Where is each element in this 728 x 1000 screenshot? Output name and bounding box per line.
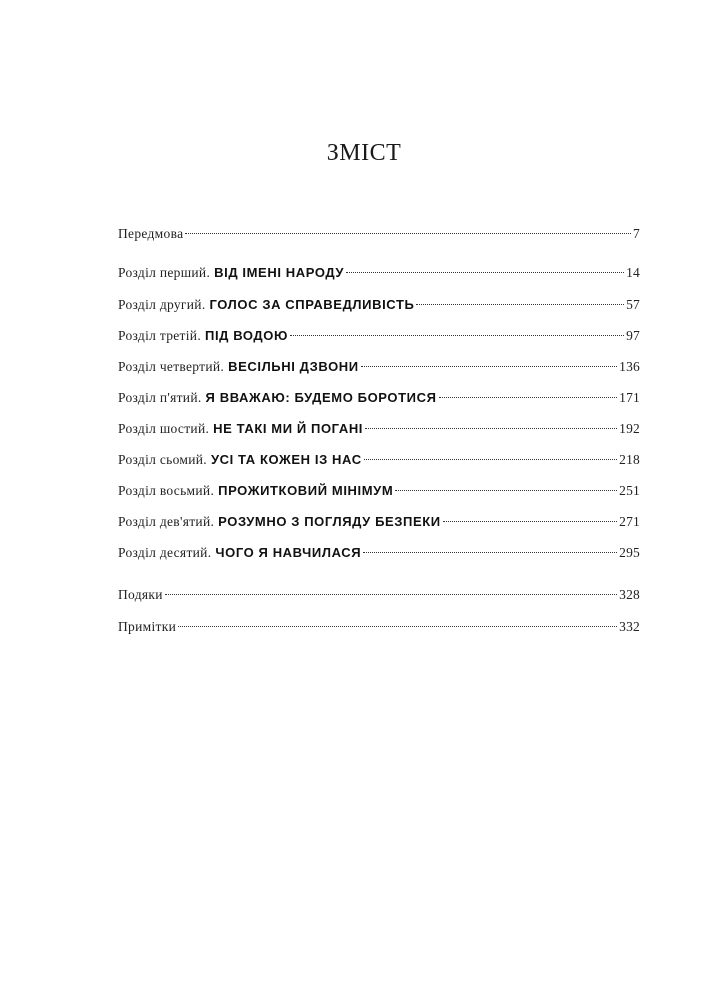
dot-leader [290,335,624,336]
toc-entry-chapter-7 [118,450,640,470]
toc-chapter-title: ВІД ІМЕНІ НАРОДУ [214,265,345,280]
toc-chapter-title: Я ВВАЖАЮ: БУДЕМО БОРОТИСЯ [205,390,437,405]
toc-page-number: 295 [619,545,640,560]
toc-entry-label: Розділ четвертий. [118,359,225,374]
dot-leader [346,272,624,273]
toc-entry-label: Передмова [118,226,184,241]
toc-entry-label: Примітки [118,619,177,634]
page-title: ЗМІСТ [326,140,402,166]
toc-entry-acknowledgments [118,585,640,605]
toc-page-number: 97 [626,328,640,343]
toc-entry-label: Розділ перший. [118,265,211,280]
toc-entry-chapter-6 [118,419,640,439]
toc-chapter-title: ЧОГО Я НАВЧИЛАСЯ [215,545,362,560]
toc-chapter-title: РОЗУМНО З ПОГЛЯДУ БЕЗПЕКИ [218,514,441,529]
dot-leader [363,552,617,553]
toc-page-number: 332 [619,619,640,634]
toc-entry-chapter-9 [118,512,640,532]
toc-chapter-title: УСІ ТА КОЖЕН ІЗ НАС [210,452,362,467]
toc-entry-chapter-1 [118,263,640,283]
dot-leader [395,490,617,491]
dot-leader [364,459,617,460]
toc-entry-chapter-4 [118,357,640,377]
toc-entry-label: Розділ другий. [118,297,206,312]
toc-entry-notes [118,617,640,637]
toc-page-number: 251 [619,483,640,498]
toc-page-number: 171 [619,390,640,405]
toc-page-number: 328 [619,587,640,602]
toc-entry-label: Розділ дев'ятий. [118,514,215,529]
dot-leader [185,233,631,234]
dot-leader [178,626,617,627]
toc-entry-label: Розділ десятий. [118,545,212,560]
toc-entry-label: Розділ п'ятий. [118,390,202,405]
toc-chapter-title: ВЕСІЛЬНІ ДЗВОНИ [228,359,359,374]
dot-leader [361,366,617,367]
dot-leader [443,521,617,522]
toc-entry-chapter-3 [118,326,640,346]
toc-page-number: 14 [626,265,640,280]
toc-chapter-title: ГОЛОС ЗА СПРАВЕДЛИВІСТЬ [209,297,415,312]
toc-entry-label: Розділ восьмий. [118,483,215,498]
dot-leader [439,397,618,398]
toc-chapter-title: НЕ ТАКІ МИ Й ПОГАНІ [213,421,364,436]
toc-entry-chapter-2 [118,295,640,315]
dot-leader [365,428,617,429]
toc-page-number: 7 [633,226,640,241]
toc-entry-chapter-10 [118,543,640,563]
toc-chapter-title: ПРОЖИТКОВИЙ МІНІМУМ [218,483,394,498]
toc-chapter-title: ПІД ВОДОЮ [205,328,289,343]
dot-leader [416,304,624,305]
toc-page-number: 218 [619,452,640,467]
toc-entry-label: Розділ сьомий. [118,452,207,467]
toc-page-number: 271 [619,514,640,529]
dot-leader [165,594,617,595]
toc-entry-preface [118,224,640,244]
toc-page-number: 136 [619,359,640,374]
toc-entry-label: Подяки [118,587,163,602]
toc-entry-label: Розділ шостий. [118,421,210,436]
toc-entry-label: Розділ третій. [118,328,201,343]
toc-entry-chapter-8 [118,481,640,501]
toc-page-number: 192 [619,421,640,436]
toc-page-number: 57 [626,297,640,312]
toc-entry-chapter-5 [118,388,640,408]
